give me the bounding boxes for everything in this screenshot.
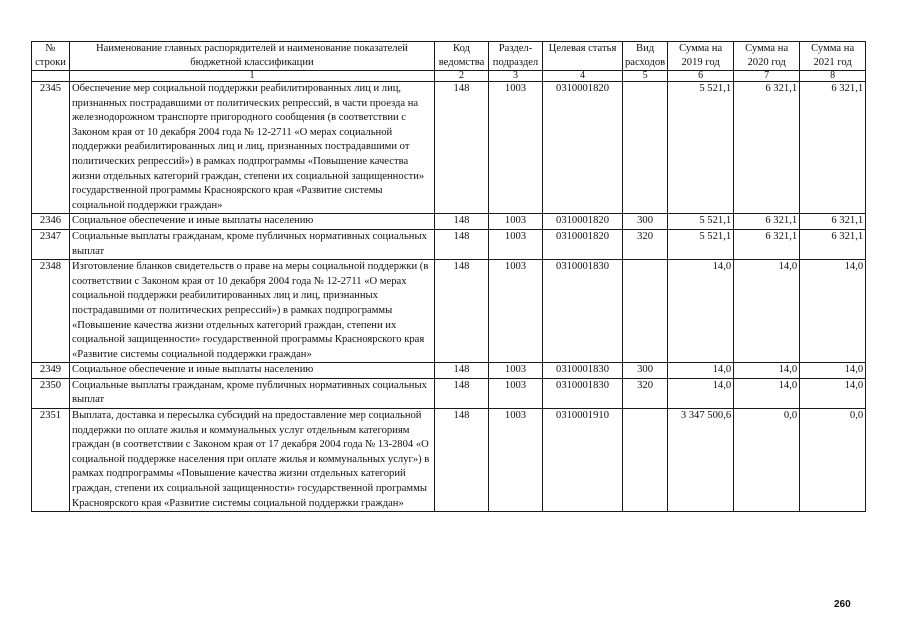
row-sum-2021: 6 321,1 [800,229,866,259]
row-name: Социальное обеспечение и иные выплаты населению [70,214,435,230]
column-number: 2 [435,71,489,82]
row-code: 148 [435,82,489,214]
row-sum-2019: 14,0 [668,378,734,408]
budget-table [31,41,866,512]
column-number-row [32,71,866,82]
row-target: 0310001820 [543,229,623,259]
row-sum-2019: 3 347 500,6 [668,409,734,512]
row-sum-2019: 5 521,1 [668,214,734,230]
column-number [32,71,70,82]
table-row [32,363,866,379]
row-code: 148 [435,214,489,230]
table-row [32,214,866,230]
table-row [32,229,866,259]
row-sum-2021: 6 321,1 [800,82,866,214]
row-target: 0310001830 [543,363,623,379]
row-sum-2020: 14,0 [734,363,800,379]
column-number: 1 [70,71,435,82]
row-code: 148 [435,409,489,512]
row-name: Обеспечение мер социальной поддержки реабилитированных лиц и лиц, признанных пострадавшими от политических репрессий, в части проезда на железнодорожном транспорте пригородного сообщения (в соответствии с Законом края от 10 декабря 2004 года № 12-2711 «О мерах социальной поддержки реабилитированных лиц и лиц, признанных пострадавшими от политических репрессий») в рамках подпрограммы «Повышение качества жизни отдельных категорий граждан, степени их социальной защищенности» государственной программы Красноярского края «Развитие системы социальной поддержки граждан» [70,82,435,214]
header-sum-2020: Сумма на 2020 год [734,42,800,71]
row-sum-2020: 0,0 [734,409,800,512]
row-code: 148 [435,260,489,363]
row-target: 0310001830 [543,378,623,408]
column-number: 4 [543,71,623,82]
row-target: 0310001820 [543,214,623,230]
header-target: Целевая статья [543,42,623,71]
column-number: 8 [800,71,866,82]
row-kind [623,82,668,214]
row-kind: 320 [623,378,668,408]
row-sum-2020: 14,0 [734,260,800,363]
column-number: 6 [668,71,734,82]
row-number: 2348 [32,260,70,363]
row-sum-2020: 6 321,1 [734,214,800,230]
table-row [32,378,866,408]
row-target: 0310001820 [543,82,623,214]
row-sum-2019: 5 521,1 [668,82,734,214]
header-name: Наименование главных распорядителей и наименование показателей бюджетной классификации [70,42,435,71]
row-target: 0310001830 [543,260,623,363]
row-section: 1003 [489,229,543,259]
row-sum-2020: 6 321,1 [734,82,800,214]
header-sum-2021: Сумма на 2021 год [800,42,866,71]
row-kind [623,260,668,363]
row-number: 2351 [32,409,70,512]
row-section: 1003 [489,260,543,363]
row-number: 2346 [32,214,70,230]
row-code: 148 [435,229,489,259]
row-code: 148 [435,378,489,408]
row-code: 148 [435,363,489,379]
row-sum-2021: 14,0 [800,363,866,379]
header-sum-2019: Сумма на 2019 год [668,42,734,71]
table-row [32,409,866,512]
row-kind [623,409,668,512]
table-row [32,82,866,214]
column-number: 3 [489,71,543,82]
row-kind: 300 [623,214,668,230]
header-kind: Вид расходов [623,42,668,71]
row-name: Изготовление бланков свидетельств о праве на меры социальной поддержки (в соответствии с Законом края от 10 декабря 2004 года № 12-2711 «О мерах социальной поддержки реабилитированных лиц и лиц, признанных пострадавшими от политических репрессий») в рамках подпрограммы «Повышение качества жизни отдельных категорий граждан, степени их социальной защищенности» государственной программы Красноярского края «Развитие системы социальной поддержки граждан» [70,260,435,363]
row-sum-2021: 14,0 [800,378,866,408]
row-sum-2020: 14,0 [734,378,800,408]
row-name: Социальные выплаты гражданам, кроме публичных нормативных социальных выплат [70,229,435,259]
row-name: Социальные выплаты гражданам, кроме публичных нормативных социальных выплат [70,378,435,408]
row-kind: 300 [623,363,668,379]
row-sum-2019: 14,0 [668,260,734,363]
row-name: Выплата, доставка и пересылка субсидий на предоставление мер социальной поддержки по оплате жилья и коммунальных услуг отдельным категориям граждан (в соответствии с Законом края от 17 декабря 2004 года № 13-2804 «О социальной поддержке населения при оплате жилья и коммунальных услуг») в рамках подпрограммы «Повышение качества жизни отдельных категорий граждан, степени их социальной защищенности» государственной программы Красноярского края «Развитие системы социальной поддержки граждан» [70,409,435,512]
row-number: 2345 [32,82,70,214]
row-sum-2021: 14,0 [800,260,866,363]
row-section: 1003 [489,378,543,408]
row-target: 0310001910 [543,409,623,512]
row-section: 1003 [489,363,543,379]
row-section: 1003 [489,82,543,214]
column-number: 7 [734,71,800,82]
row-section: 1003 [489,409,543,512]
row-number: 2350 [32,378,70,408]
row-name: Социальное обеспечение и иные выплаты населению [70,363,435,379]
table-body [32,82,866,512]
row-number: 2347 [32,229,70,259]
header-row [32,42,866,71]
row-section: 1003 [489,214,543,230]
header-row-no: № строки [32,42,70,71]
row-sum-2020: 6 321,1 [734,229,800,259]
row-kind: 320 [623,229,668,259]
row-sum-2019: 14,0 [668,363,734,379]
row-number: 2349 [32,363,70,379]
row-sum-2019: 5 521,1 [668,229,734,259]
row-sum-2021: 6 321,1 [800,214,866,230]
header-code: Код ведомства [435,42,489,71]
table-row [32,260,866,363]
page-number: 260 [834,599,851,610]
row-sum-2021: 0,0 [800,409,866,512]
header-section: Раздел-подраздел [489,42,543,71]
column-number: 5 [623,71,668,82]
